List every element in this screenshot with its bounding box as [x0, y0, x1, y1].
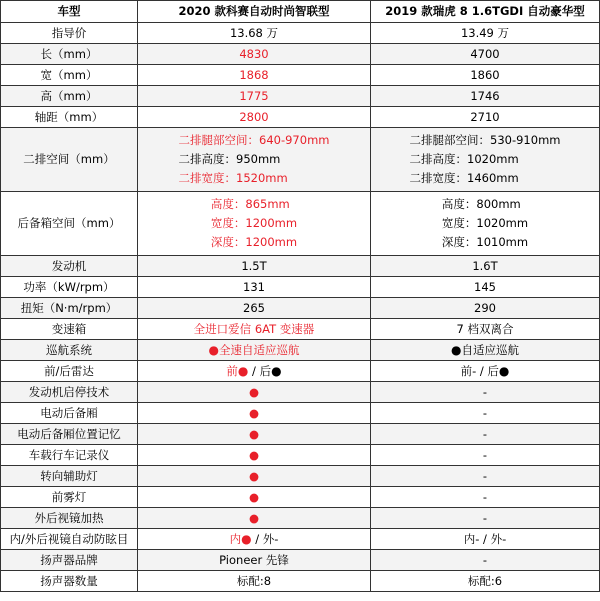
row-dashcam — [1, 445, 600, 466]
car-b-value — [371, 128, 600, 192]
car-a-value: 全进口爱信 6AT 变速器 — [138, 319, 371, 340]
header-car-b: 2019 款瑞虎 8 1.6TGDI 自动豪华型 — [371, 1, 600, 23]
rear-leg-a: 二排腿部空间：640-970mm — [178, 133, 330, 147]
car-b-value: 1.6T — [371, 256, 600, 277]
car-a-value: 1.5T — [138, 256, 371, 277]
car-a-value: ● — [138, 508, 371, 529]
row-label: 转向辅助灯 — [1, 466, 138, 487]
car-a-value — [138, 340, 371, 361]
trunk-width-b: 宽度：1020mm — [441, 216, 529, 230]
row-label: 巡航系统 — [1, 340, 138, 361]
row-label: 变速箱 — [1, 319, 138, 340]
row-rear-space — [1, 128, 600, 192]
row-label: 发动机启停技术 — [1, 382, 138, 403]
row-label: 后备箱空间（mm） — [1, 192, 138, 256]
anti-glare-rest-a: / 外- — [251, 531, 279, 546]
feature-dot-icon: ● — [241, 531, 252, 546]
trunk-depth-a: 深度：1200mm — [210, 235, 298, 249]
car-b-value — [371, 340, 600, 361]
car-b-value: 1860 — [371, 65, 600, 86]
feature-dot-icon: ● — [498, 363, 510, 378]
car-b-value: - — [371, 445, 600, 466]
cruise-a-text: 全速自适应巡航 — [218, 342, 300, 357]
car-b-value: - — [371, 403, 600, 424]
car-a-value — [138, 128, 371, 192]
row-speaker-brand — [1, 550, 600, 571]
radar-front-b: 前- — [460, 363, 477, 378]
car-a-value: 265 — [138, 298, 371, 319]
car-b-value: 标配:6 — [371, 571, 600, 592]
row-width — [1, 65, 600, 86]
row-label: 前/后雷达 — [1, 361, 138, 382]
row-price — [1, 23, 600, 44]
row-label: 扬声器品牌 — [1, 550, 138, 571]
car-a-value: 标配:8 — [138, 571, 371, 592]
car-a-value: 13.68 万 — [138, 23, 371, 44]
trunk-depth-b: 深度：1010mm — [441, 235, 529, 249]
radar-rear-b: 后 — [487, 363, 499, 378]
car-a-value: 1775 — [138, 86, 371, 107]
car-b-value: - — [371, 424, 600, 445]
car-a-value: ● — [138, 466, 371, 487]
radar-sep-a: / — [248, 363, 260, 378]
radar-rear-a: 后 — [259, 363, 272, 378]
rear-leg-b: 二排腿部空间：530-910mm — [409, 133, 561, 147]
car-b-value: - — [371, 487, 600, 508]
car-a-value: ● — [138, 382, 371, 403]
car-b-value: 1746 — [371, 86, 600, 107]
car-b-value: 145 — [371, 277, 600, 298]
row-fog-lamp — [1, 487, 600, 508]
row-label: 二排空间（mm） — [1, 128, 138, 192]
car-a-value — [138, 529, 371, 550]
header-label: 车型 — [1, 1, 138, 23]
car-a-value: ● — [138, 487, 371, 508]
car-b-value — [371, 361, 600, 382]
car-a-value — [138, 361, 371, 382]
car-b-value: - — [371, 382, 600, 403]
row-torque — [1, 298, 600, 319]
feature-dot-icon: ● — [271, 363, 282, 378]
car-b-value: - — [371, 508, 600, 529]
trunk-height-a: 高度：865mm — [210, 197, 290, 211]
car-a-value: 131 — [138, 277, 371, 298]
row-tailgate-memory — [1, 424, 600, 445]
row-label: 轴距（mm） — [1, 107, 138, 128]
car-b-value: 2710 — [371, 107, 600, 128]
header-row — [1, 1, 600, 23]
row-label: 功率（kW/rpm） — [1, 277, 138, 298]
row-mirror-heat — [1, 508, 600, 529]
row-label: 扬声器数量 — [1, 571, 138, 592]
row-label: 长（mm） — [1, 44, 138, 65]
car-a-value: 2800 — [138, 107, 371, 128]
car-b-value: - — [371, 550, 600, 571]
anti-glare-in-a: 内 — [229, 531, 242, 546]
row-label: 扭矩（N·m/rpm） — [1, 298, 138, 319]
car-b-value: 4700 — [371, 44, 600, 65]
row-label: 发动机 — [1, 256, 138, 277]
row-label: 前雾灯 — [1, 487, 138, 508]
car-a-value: 4830 — [138, 44, 371, 65]
trunk-height-b: 高度：800mm — [441, 197, 521, 211]
car-a-value: ● — [138, 424, 371, 445]
trunk-width-a: 宽度：1200mm — [210, 216, 298, 230]
feature-dot-icon: ● — [237, 363, 249, 378]
row-label: 车载行车记录仪 — [1, 445, 138, 466]
car-b-value: 13.49 万 — [371, 23, 600, 44]
row-length — [1, 44, 600, 65]
row-power — [1, 277, 600, 298]
feature-dot-icon: ● — [451, 342, 462, 357]
row-corner-lamp — [1, 466, 600, 487]
row-speaker-count — [1, 571, 600, 592]
rear-width-a: 二排宽度：1520mm — [178, 171, 288, 185]
row-label: 宽（mm） — [1, 65, 138, 86]
car-b-value: 7 档双离合 — [371, 319, 600, 340]
car-b-value: - — [371, 466, 600, 487]
car-a-value: Pioneer 先锋 — [138, 550, 371, 571]
row-label: 外后视镜加热 — [1, 508, 138, 529]
car-a-value: ● — [138, 445, 371, 466]
rear-width-b: 二排宽度：1460mm — [409, 171, 519, 185]
rear-height-a: 二排高度：950mm — [178, 152, 281, 166]
rear-height-b: 二排高度：1020mm — [409, 152, 519, 166]
row-gearbox — [1, 319, 600, 340]
car-a-value — [138, 192, 371, 256]
row-e-tailgate — [1, 403, 600, 424]
car-a-value: ● — [138, 403, 371, 424]
cruise-b-text: 自适应巡航 — [461, 342, 519, 357]
car-b-value: 290 — [371, 298, 600, 319]
car-a-value: 1868 — [138, 65, 371, 86]
row-engine — [1, 256, 600, 277]
row-cruise — [1, 340, 600, 361]
row-start-stop — [1, 382, 600, 403]
radar-sep-b: / — [476, 363, 488, 378]
feature-dot-icon: ● — [208, 342, 219, 357]
car-b-value — [371, 192, 600, 256]
row-label: 指导价 — [1, 23, 138, 44]
row-label: 电动后备厢位置记忆 — [1, 424, 138, 445]
car-b-value: 内- / 外- — [371, 529, 600, 550]
row-height — [1, 86, 600, 107]
header-car-a: 2020 款科赛自动时尚智联型 — [138, 1, 371, 23]
row-trunk — [1, 192, 600, 256]
row-label: 内/外后视镜自动防眩目 — [1, 529, 138, 550]
row-radar — [1, 361, 600, 382]
row-anti-glare — [1, 529, 600, 550]
row-label: 高（mm） — [1, 86, 138, 107]
row-wheelbase — [1, 107, 600, 128]
row-label: 电动后备厢 — [1, 403, 138, 424]
radar-front-a: 前 — [226, 363, 238, 378]
